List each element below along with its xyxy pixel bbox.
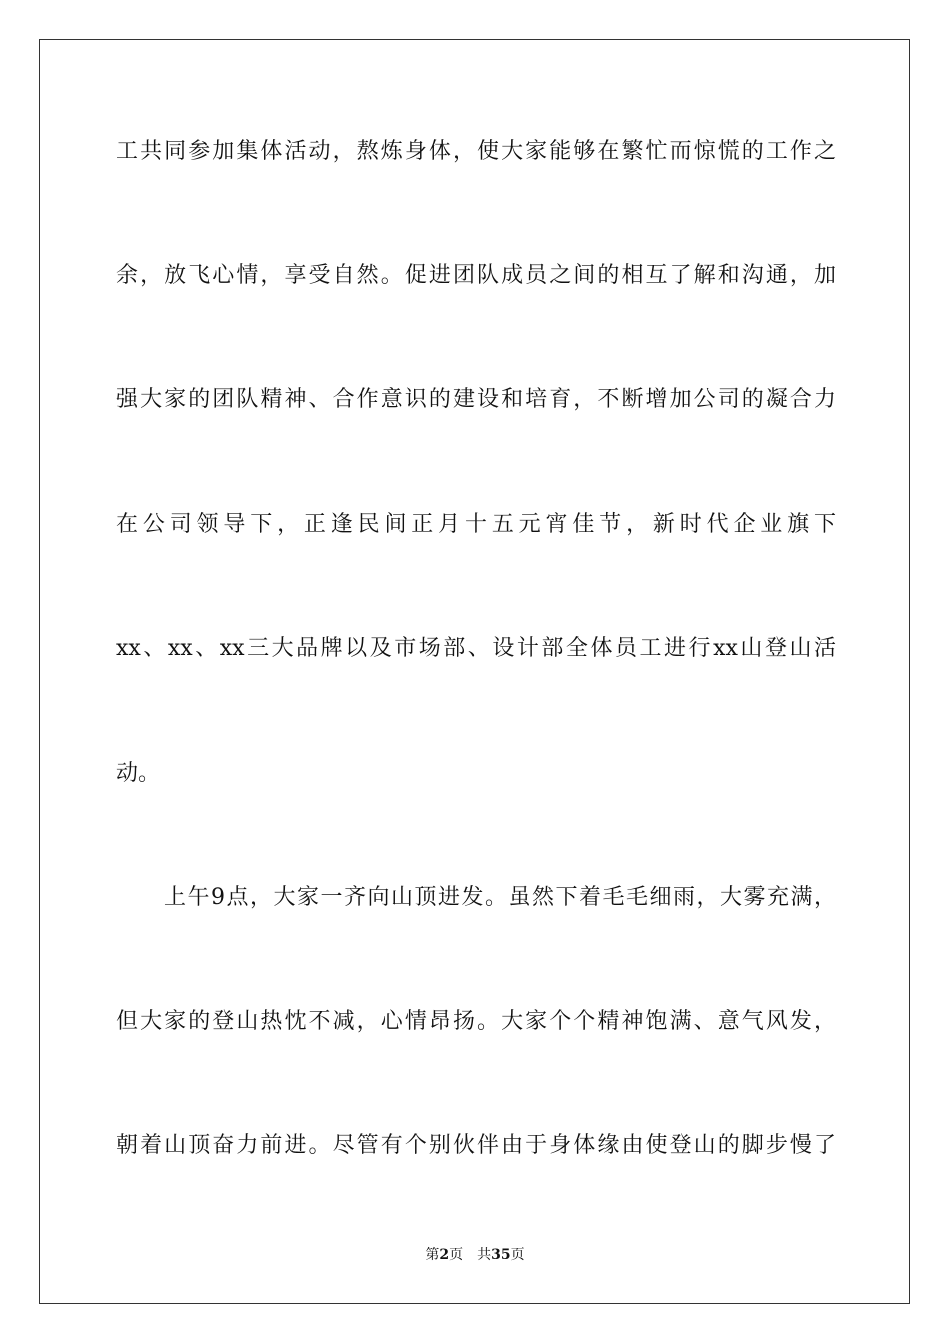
text-line-1: 工共同参加集体活动，熬炼身体，使大家能够在繁忙而惊慌的工作之 <box>116 139 836 164</box>
text-line-3: 强大家的团队精神、合作意识的建设和培育，不断增加公司的凝合力 <box>116 387 836 412</box>
text-line-4: 在公司领导下，正逢民间正月十五元宵佳节，新时代企业旗下 <box>116 512 836 537</box>
text-line-7: 上午9点，大家一齐向山顶进发。虽然下着毛毛细雨，大雾充满， <box>164 885 836 910</box>
text-line-5: xx、xx、xx三大品牌以及市场部、设计部全体员工进行xx山登山活 <box>116 636 836 661</box>
total-prefix: 共 <box>477 1247 492 1263</box>
text-line-6: 动。 <box>116 761 161 786</box>
page-number: 2 <box>439 1247 450 1263</box>
text-line-9: 朝着山顶奋力前进。尽管有个别伙伴由于身体缘由使登山的脚步慢了 <box>116 1133 836 1158</box>
page-total: 35 <box>491 1247 511 1263</box>
text-line-8: 但大家的登山热忱不减，心情昂扬。大家个个精神饱满、意气风发， <box>116 1009 836 1034</box>
page-prefix: 第 <box>425 1247 440 1263</box>
page-border <box>39 39 910 1304</box>
page-unit: 页 <box>449 1247 464 1263</box>
page-footer <box>0 1245 950 1265</box>
text-line-2: 余，放飞心情，享受自然。促进团队成员之间的相互了解和沟通，加 <box>116 263 836 288</box>
total-unit: 页 <box>510 1247 525 1263</box>
